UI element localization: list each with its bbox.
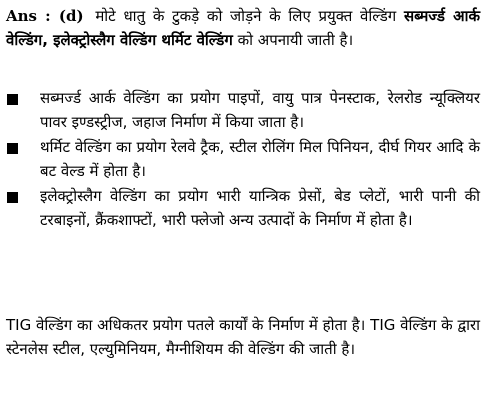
answer-lead-text: मोटे धातु के टुकड़े को जोड़ने के लिए प्रयुक्त वेल्डिंग	[95, 7, 397, 25]
bullet-item-thermit	[6, 135, 480, 183]
square-bullet-icon	[7, 143, 18, 154]
bullet-text: सब्मर्ज्ड आर्क वेल्डिंग का प्रयोग पाइपों, वायु पात्र पेनस्टाक, रेलरोड न्यूक्लियर पावर इण्डस्ट्रीज, जहाज निर्माण में किया जाता है।	[40, 89, 480, 131]
answer-label: Ans : (d)	[6, 7, 84, 25]
tig-line-1: TIG वेल्डिंग का अधिकतर प्रयोग पतले कार्यों के निर्माण में होता है।	[6, 316, 366, 334]
tig-paragraph	[6, 313, 480, 361]
bullet-text: थर्मिट वेल्डिंग का प्रयोग रेलवे ट्रैक, स्टील रोलिंग मिल पिनियन, दीर्घ गियर आदि के बट वेल्ड में होता है।	[40, 138, 480, 180]
bullet-item-submerged-arc	[6, 86, 480, 134]
bullet-text: इलेक्ट्रोस्लैग वेल्डिंग का प्रयोग भारी यान्त्रिक प्रेसों, बेड प्लेटों, भारी पानी की टरबाइनों, क्रैंकशाफ्टों, भारी फ्लेजो अन्य उत्पादों के निर्माण में होता है।	[40, 187, 480, 229]
bullet-item-electroslag	[6, 184, 480, 232]
answer-bold-text: सब्मर्ज्ड आर्क वेल्डिंग, इलेक्ट्रोस्लैग वेल्डिंग थर्मिट वेल्डिंग	[6, 7, 480, 49]
bullet-list	[6, 86, 480, 233]
square-bullet-icon	[7, 192, 18, 203]
answer-tail-text: को अपनायी जाती है।	[237, 31, 354, 49]
tig-line-2: TIG वेल्डिंग के द्वारा स्टेनलेस स्टील, एल्युमिनियम, मैग्नीशियम की वेल्डिंग की जाती है।	[6, 316, 480, 358]
answer-paragraph	[6, 4, 480, 52]
square-bullet-icon	[7, 94, 18, 105]
